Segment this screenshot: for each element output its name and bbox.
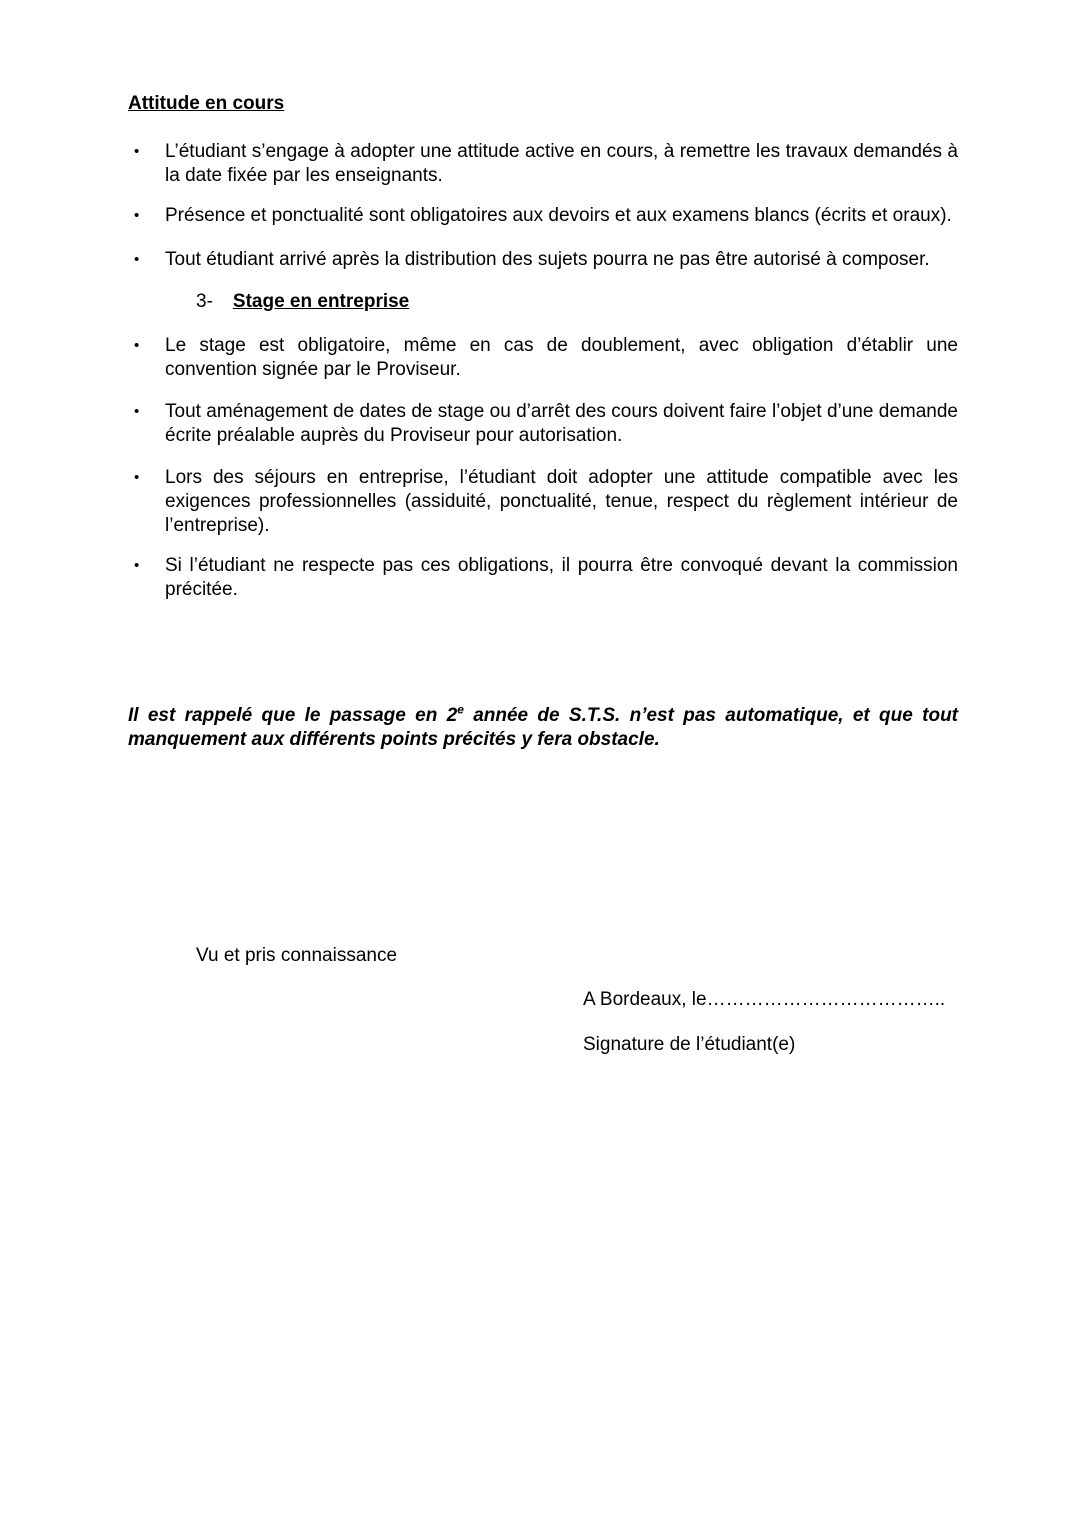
notice-text-part1: Il est rappelé que le passage en 2 [128,705,458,726]
list-item [128,204,958,228]
acknowledgement-text: Vu et pris connaissance [196,945,398,966]
stage-bullet-list [128,334,958,602]
list-item-text: Le stage est obligatoire, même en cas de doublement, avec obligation d’établir une convention signée par le Proviseur. [165,335,958,380]
list-item [128,140,958,188]
list-item [128,466,958,538]
list-item [128,334,958,382]
list-item [128,400,958,448]
list-item [128,554,958,602]
list-item-text: Si l’étudiant ne respecte pas ces obligations, il pourra être convoqué devant la commission précitée. [165,555,958,600]
bullet-icon: • [134,403,140,420]
attitude-bullet-list [128,140,958,272]
section-heading-label: Stage en entreprise [232,291,410,312]
bullet-icon: • [134,337,140,354]
bullet-icon: • [134,143,140,160]
bullet-icon: • [134,251,140,268]
passage-warning-notice [128,704,958,752]
list-item-text: Tout étudiant arrivé après la distribution des sujets pourra ne pas être autorisé à composer. [165,249,930,270]
list-item [128,248,958,272]
list-item-text: Présence et ponctualité sont obligatoires aux devoirs et aux examens blancs (écrits et oraux). [165,205,952,226]
section-heading-attitude: Attitude en cours [128,93,285,114]
notice-text-part2: année de S.T.S. n’est pas automatique, et que tout manquement aux différents points précités y fera obstacle. [128,705,959,750]
section-heading-stage [196,290,958,314]
bullet-icon: • [134,469,140,486]
place-date-line: A Bordeaux, le……………………………….. [583,989,946,1010]
signature-label: Signature de l’étudiant(e) [583,1034,796,1055]
bullet-icon: • [134,207,140,224]
list-item-text: L’étudiant s’engage à adopter une attitude active en cours, à remettre les travaux demandés à la date fixée par les enseignants. [165,141,958,186]
notice-superscript: e [457,702,464,717]
list-item-text: Lors des séjours en entreprise, l’étudiant doit adopter une attitude compatible avec les exigences professionnelles (assiduité, ponctualité, tenue, respect du règlement intérieur de l’entreprise). [165,467,958,536]
bullet-icon: • [134,557,140,574]
section-number: 3- [196,291,213,312]
list-item-text: Tout aménagement de dates de stage ou d’arrêt des cours doivent faire l’objet d’une demande écrite préalable auprès du Proviseur pour autorisation. [165,401,958,446]
